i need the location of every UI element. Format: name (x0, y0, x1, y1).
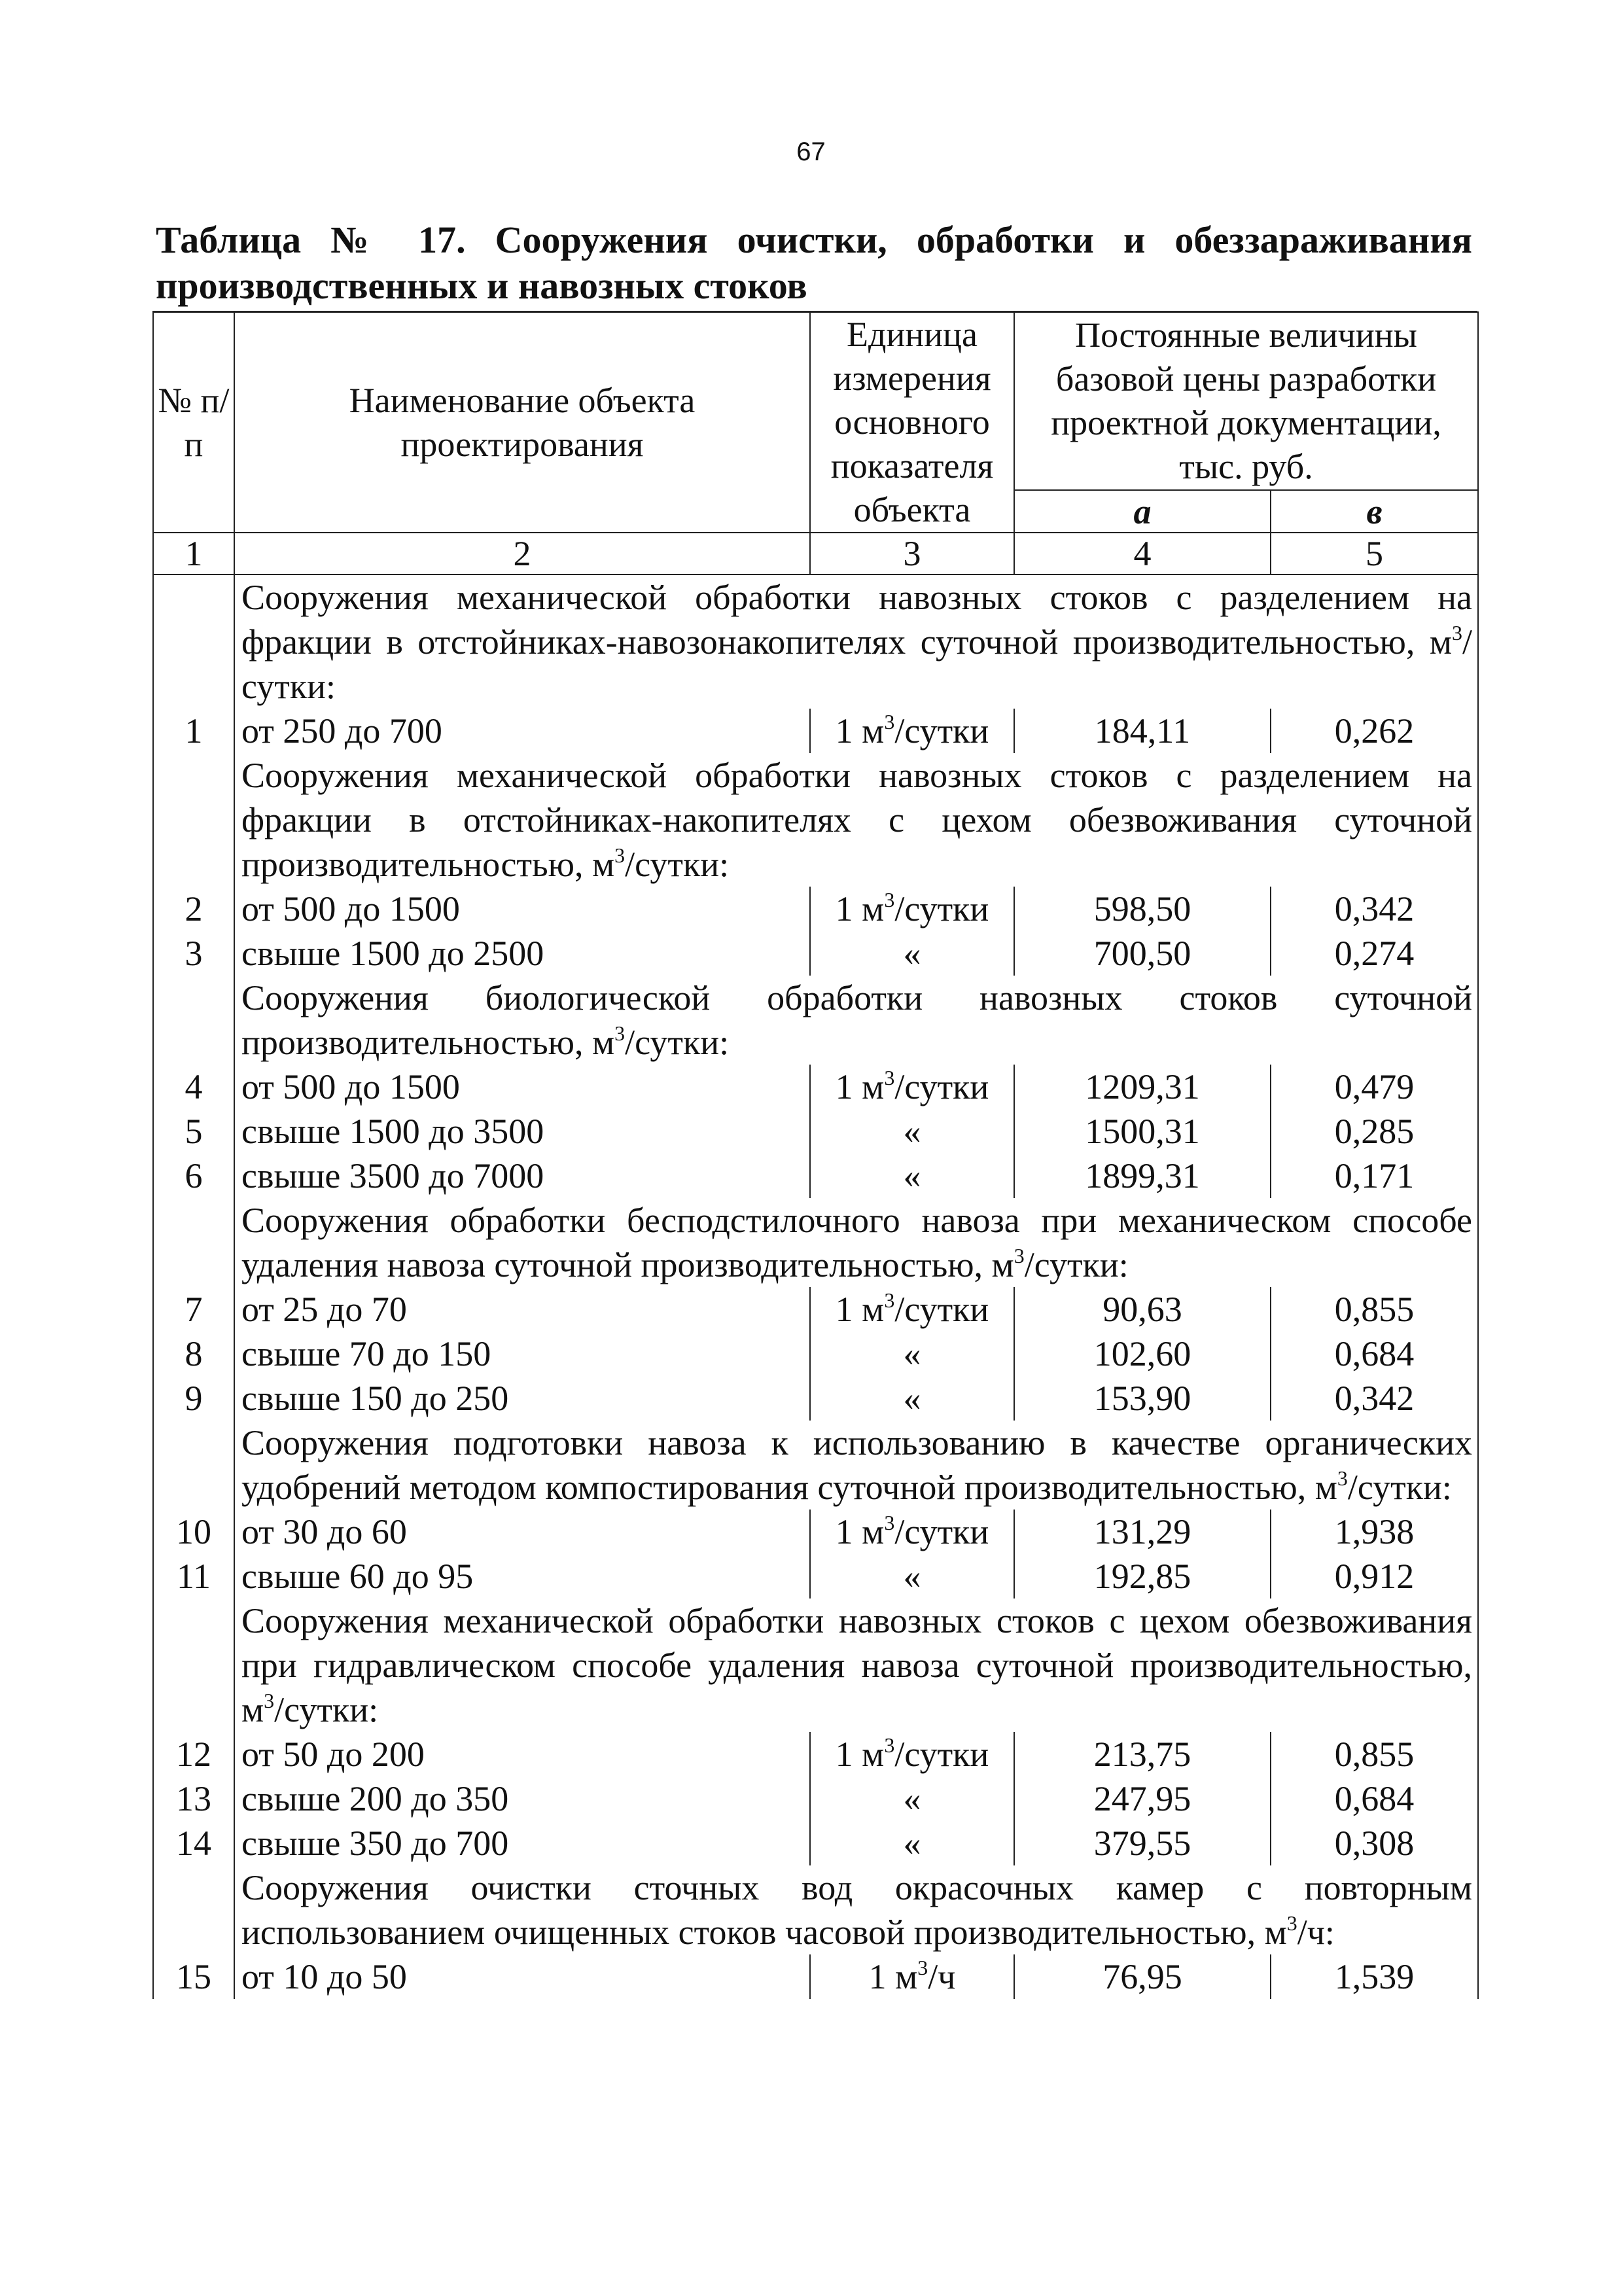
group-title-text: Сооружения очистки сточных вод окрасочных камер с повторным использованием очищенных стоков часовой производительностью, м (241, 1868, 1473, 1952)
unit-text: « (903, 934, 921, 973)
group-title (234, 1421, 1478, 1510)
row-range: от 50 до 200 (234, 1732, 810, 1776)
group-title-row (153, 1865, 1478, 1954)
row-range: от 10 до 50 (234, 1954, 810, 1999)
unit-suffix: /сутки (894, 711, 989, 751)
group-title-suffix: /сутки: (625, 1023, 730, 1062)
header-constants: Постоянные величины базовой цены разработки проектной документации, тыс. руб. (1014, 312, 1478, 490)
row-number: 12 (153, 1732, 234, 1776)
page-number: 67 (796, 137, 826, 166)
group-title (234, 1198, 1478, 1287)
row-range: свыше 3500 до 7000 (234, 1154, 810, 1198)
row-unit (810, 1554, 1014, 1598)
header-unit: Единица измерения основного показателя объекта (810, 312, 1014, 533)
row-value-a: 598,50 (1014, 887, 1271, 931)
row-number: 14 (153, 1821, 234, 1865)
row-unit (810, 1332, 1014, 1376)
unit-text: 1 м (835, 1735, 885, 1774)
table-row (153, 887, 1478, 931)
table-row (153, 1510, 1478, 1554)
row-range: от 500 до 1500 (234, 1065, 810, 1109)
table-body (153, 574, 1478, 1999)
row-value-b: 0,479 (1271, 1065, 1478, 1109)
table-row (153, 1287, 1478, 1332)
row-range: свыше 70 до 150 (234, 1332, 810, 1376)
row-number: 13 (153, 1776, 234, 1821)
unit-text: 1 м (835, 1290, 885, 1329)
unit-text: 1 м (835, 711, 885, 751)
row-value-b: 0,285 (1271, 1109, 1478, 1154)
cubic-superscript: 3 (884, 1511, 895, 1534)
row-value-b: 0,171 (1271, 1154, 1478, 1198)
row-range: от 250 до 700 (234, 709, 810, 753)
table-row (153, 1109, 1478, 1154)
group-number-cell (153, 1421, 234, 1510)
row-number: 7 (153, 1287, 234, 1332)
cubic-superscript: 3 (884, 888, 895, 911)
row-value-b: 0,684 (1271, 1332, 1478, 1376)
row-number: 10 (153, 1510, 234, 1554)
group-title-row (153, 1598, 1478, 1732)
group-number-cell (153, 1598, 234, 1732)
row-unit (810, 1287, 1014, 1332)
group-title (234, 1865, 1478, 1954)
row-unit (810, 1376, 1014, 1421)
row-value-a: 1209,31 (1014, 1065, 1271, 1109)
group-title (234, 574, 1478, 709)
table-row (153, 1554, 1478, 1598)
row-number: 9 (153, 1376, 234, 1421)
data-table (152, 311, 1479, 1999)
row-value-a: 184,11 (1014, 709, 1271, 753)
group-title-text: Сооружения подготовки навоза к использованию в качестве органических удобрений методом компостирования суточной производительностью, м (241, 1423, 1473, 1507)
table-caption-continued: производственных и навозных стоков (156, 264, 807, 307)
row-value-b: 0,684 (1271, 1776, 1478, 1821)
header-object-name: Наименование объекта проектирования (234, 312, 810, 533)
group-number-cell (153, 976, 234, 1065)
group-number-cell (153, 1865, 234, 1954)
row-unit (810, 1109, 1014, 1154)
column-number: 1 (153, 533, 234, 574)
table-row (153, 1154, 1478, 1198)
table-row (153, 1732, 1478, 1776)
row-value-a: 90,63 (1014, 1287, 1271, 1332)
table-row (153, 1954, 1478, 1999)
row-number: 11 (153, 1554, 234, 1598)
unit-text: « (903, 1334, 921, 1373)
row-value-b: 1,539 (1271, 1954, 1478, 1999)
group-title-row (153, 1198, 1478, 1287)
cubic-superscript: 3 (614, 843, 626, 867)
column-number: 3 (810, 533, 1014, 574)
column-number: 4 (1014, 533, 1271, 574)
table-row (153, 1332, 1478, 1376)
row-number: 1 (153, 709, 234, 753)
row-number: 15 (153, 1954, 234, 1999)
row-value-b: 0,308 (1271, 1821, 1478, 1865)
row-value-a: 1500,31 (1014, 1109, 1271, 1154)
row-value-a: 102,60 (1014, 1332, 1271, 1376)
group-title-row (153, 1421, 1478, 1510)
header-number: № п/п (153, 312, 234, 533)
row-range: свыше 200 до 350 (234, 1776, 810, 1821)
row-number: 6 (153, 1154, 234, 1198)
group-title-suffix: /сутки: (1024, 1245, 1129, 1284)
unit-text: 1 м (868, 1957, 918, 1996)
unit-text: « (903, 1779, 921, 1818)
unit-suffix: /сутки (894, 1512, 989, 1551)
unit-text: « (903, 1112, 921, 1151)
row-unit (810, 1732, 1014, 1776)
row-range: свыше 1500 до 3500 (234, 1109, 810, 1154)
row-number: 4 (153, 1065, 234, 1109)
group-title-text: Сооружения механической обработки навозных стоков с цехом обезвоживания при гидравлическом способе удаления навоза суточной производительностью, м (241, 1601, 1473, 1729)
cubic-superscript: 3 (1014, 1244, 1025, 1267)
row-unit (810, 931, 1014, 976)
group-title-row (153, 574, 1478, 709)
group-title (234, 753, 1478, 887)
table-row (153, 1065, 1478, 1109)
row-value-b: 0,342 (1271, 887, 1478, 931)
row-unit (810, 1776, 1014, 1821)
column-number: 2 (234, 533, 810, 574)
cubic-superscript: 3 (917, 1956, 928, 1979)
row-range: свыше 60 до 95 (234, 1554, 810, 1598)
group-number-cell (153, 574, 234, 709)
unit-suffix: /ч (928, 1957, 956, 1996)
row-range: от 500 до 1500 (234, 887, 810, 931)
group-title (234, 976, 1478, 1065)
cubic-superscript: 3 (884, 1733, 895, 1757)
row-unit (810, 1154, 1014, 1198)
row-value-b: 0,855 (1271, 1287, 1478, 1332)
row-value-b: 0,274 (1271, 931, 1478, 976)
group-number-cell (153, 1198, 234, 1287)
row-value-b: 0,342 (1271, 1376, 1478, 1421)
table-row (153, 1776, 1478, 1821)
unit-text: 1 м (835, 1512, 885, 1551)
unit-text: 1 м (835, 889, 885, 928)
cubic-superscript: 3 (884, 710, 895, 733)
group-title-text: Сооружения механической обработки навозных стоков с разделением на фракции в отстойниках-накопителях с цехом обезвоживания суточной производительностью, м (241, 756, 1473, 884)
row-number: 2 (153, 887, 234, 931)
group-title-suffix: /ч: (1297, 1913, 1335, 1952)
table-row (153, 1821, 1478, 1865)
row-unit (810, 1510, 1014, 1554)
row-number: 3 (153, 931, 234, 976)
unit-suffix: /сутки (894, 1067, 989, 1106)
table-caption: Таблица № 17. Сооружения очистки, обработки и обеззараживания (156, 219, 1472, 261)
row-unit (810, 1065, 1014, 1109)
row-range: свыше 1500 до 2500 (234, 931, 810, 976)
column-number: 5 (1271, 533, 1478, 574)
unit-text: « (903, 1557, 921, 1596)
table-row (153, 709, 1478, 753)
row-value-a: 1899,31 (1014, 1154, 1271, 1198)
row-value-a: 247,95 (1014, 1776, 1271, 1821)
row-value-a: 379,55 (1014, 1821, 1271, 1865)
row-value-a: 76,95 (1014, 1954, 1271, 1999)
row-range: от 30 до 60 (234, 1510, 810, 1554)
unit-suffix: /сутки (894, 1735, 989, 1774)
row-number: 8 (153, 1332, 234, 1376)
row-unit (810, 887, 1014, 931)
group-title-text: Сооружения механической обработки навозных стоков с разделением на фракции в отстойниках-навозонакопителях суточной производительностью, м (241, 578, 1473, 662)
row-value-a: 700,50 (1014, 931, 1271, 976)
group-title-suffix: /сутки: (625, 845, 730, 884)
row-value-b: 0,912 (1271, 1554, 1478, 1598)
row-range: свыше 350 до 700 (234, 1821, 810, 1865)
cubic-superscript: 3 (884, 1288, 895, 1312)
row-unit (810, 1954, 1014, 1999)
row-value-b: 0,855 (1271, 1732, 1478, 1776)
row-unit (810, 1821, 1014, 1865)
group-title-suffix: /сутки: (1347, 1468, 1452, 1507)
unit-suffix: /сутки (894, 1290, 989, 1329)
unit-text: « (903, 1379, 921, 1418)
group-title-row (153, 976, 1478, 1065)
cubic-superscript: 3 (614, 1021, 626, 1045)
group-title-text: Сооружения биологической обработки навозных стоков суточной производительностью, м (241, 978, 1473, 1062)
row-value-a: 153,90 (1014, 1376, 1271, 1421)
group-title (234, 1598, 1478, 1732)
cubic-superscript: 3 (884, 1066, 895, 1089)
group-number-cell (153, 753, 234, 887)
cubic-superscript: 3 (1452, 621, 1462, 645)
cubic-superscript: 3 (1337, 1466, 1348, 1490)
row-value-a: 213,75 (1014, 1732, 1271, 1776)
row-value-a: 131,29 (1014, 1510, 1271, 1554)
table-row (153, 931, 1478, 976)
unit-text: « (903, 1156, 921, 1195)
header-a: а (1014, 490, 1271, 533)
cubic-superscript: 3 (1286, 1911, 1297, 1935)
group-title-suffix: /сутки: (241, 622, 1473, 706)
row-range: свыше 150 до 250 (234, 1376, 810, 1421)
header-b: в (1271, 490, 1478, 533)
table-row (153, 1376, 1478, 1421)
unit-suffix: /сутки (894, 889, 989, 928)
row-value-b: 0,262 (1271, 709, 1478, 753)
unit-text: 1 м (835, 1067, 885, 1106)
column-number-row (153, 533, 1478, 574)
cubic-superscript: 3 (264, 1689, 275, 1712)
row-range: от 25 до 70 (234, 1287, 810, 1332)
row-value-a: 192,85 (1014, 1554, 1271, 1598)
unit-text: « (903, 1824, 921, 1863)
row-value-b: 1,938 (1271, 1510, 1478, 1554)
group-title-text: Сооружения обработки бесподстилочного навоза при механическом способе удаления навоза суточной производительностью, м (241, 1201, 1473, 1284)
row-unit (810, 709, 1014, 753)
row-number: 5 (153, 1109, 234, 1154)
group-title-suffix: /сутки: (274, 1690, 379, 1729)
group-title-row (153, 753, 1478, 887)
